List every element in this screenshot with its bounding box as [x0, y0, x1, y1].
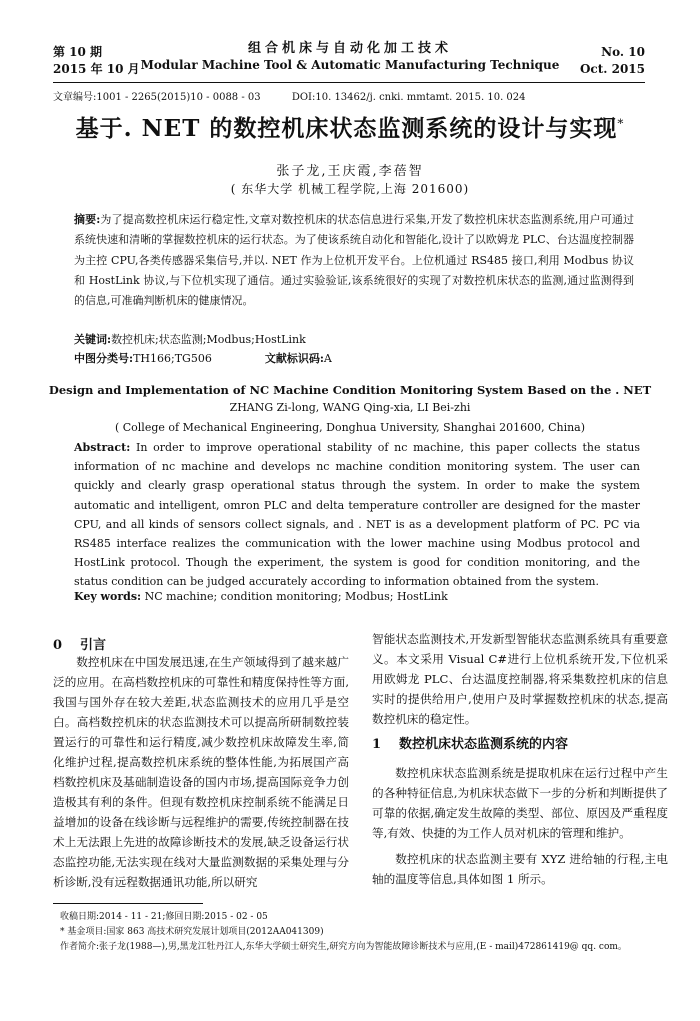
doi: DOI:10. 13462/j. cnki. mmtamt. 2015. 10. 024	[291, 92, 526, 103]
title-footnote-mark: *	[617, 116, 625, 131]
keywords-cn	[74, 330, 634, 349]
abstract-en-text: In order to improve operational stability of nc machine, this paper collects the status information of nc machine and develops nc machine condition monitoring system. The user can quickly and clearly grasp operational status through the system. In order to make the system automatic and intelligent, omron PLC and delta temperature controller are designed for the master CPU, and all kinds of sensors collect signals, and . NET is as a development platform of PC. PC via RS485 interface realizes the communication with the lower machine using Modbus protocol and HostLink protocol. Though the experiment, the system is good for condition monitoring, and the status condition can be judged accurately according to information obtained from the system.	[74, 441, 640, 589]
header-rule	[53, 82, 645, 83]
english-title: Design and Implementation of NC Machine Condition Monitoring System Based on the . NET	[48, 383, 652, 397]
section-0-title: 引言	[80, 638, 107, 653]
keywords-cn-text: 数控机床;状态监测;Modbus;HostLink	[111, 333, 306, 346]
clc-text: TH166;TG506	[133, 352, 212, 365]
doc-code-label: 文献标识码:	[264, 352, 324, 365]
section-0-paragraph-1-continued: 智能状态监测技术,开发新型智能状态监测系统具有重要意义。本文采用 Visual C#进行上位机系统开发,下位机采用欧姆龙 PLC、台达温度控制器,将采集数控机床的信息实时的提供给用户,使用户及时掌握数控机床的状态,提高数控机床的稳定性。	[372, 632, 668, 726]
running-header-right	[580, 44, 645, 78]
journal-name-cn: 组合机床与自动化加工技术	[247, 41, 452, 56]
english-authors: ZHANG Zi-long, WANG Qing-xia, LI Bei-zhi	[229, 401, 471, 414]
keywords-en	[74, 590, 640, 603]
footnote-author: 作者简介:张子龙(1988—),男,黑龙江牡丹江人,东华大学硕士研究生,研究方向为智能故障诊断技术与应用,(E - mail)472861419@ qq. com。	[60, 942, 627, 952]
abstract-cn-label: 摘要:	[74, 213, 101, 226]
issue-number-cn: 第 10 期	[53, 45, 103, 59]
section-1-paragraph-2: 数控机床的状态监测主要有 XYZ 进给轴的行程,主电轴的温度等信息,具体如图 1 所示。	[372, 852, 668, 886]
body-column-left	[53, 652, 349, 892]
section-0-number: 0	[53, 638, 63, 653]
journal-name-en: Modular Machine Tool & Automatic Manufacturing Technique	[140, 58, 560, 72]
classification	[74, 349, 634, 368]
english-affiliation: ( College of Mechanical Engineering, Donghua University, Shanghai 201600, China)	[114, 421, 586, 434]
affiliation: ( 东华大学 机械工程学院,上海 201600)	[230, 182, 470, 196]
clc-label: 中图分类号:	[74, 352, 134, 365]
footnote-rule	[53, 903, 203, 904]
footnote-fund: * 基金项目:国家 863 高技术研究发展计划项目(2012AA041309)	[60, 927, 324, 937]
article-meta	[53, 88, 526, 103]
section-1-title: 数控机床状态监测系统的内容	[399, 737, 569, 752]
section-0-paragraph-1: 数控机床在中国发展迅速,在生产领域得到了越来越广泛的应用。在高档数控机床的可靠性和精度保持性等方面,我国与国外存在较大差距,状态监测技术的应用几乎是空白。高档数控机床的状态监测技术可以提高所研制数控装置运行的可靠性和运行精度,减少数控机床故障发生率,简化维护过程,提高数控机床系统的整体性能,为拓展国产高档数控机床及基础制造设备的国内市场,提高国际竞争力创造极其有利的条件。但现有数控机床控制系统不能满足日益增加的设备在线诊断与远程维护的需要,传统控制器在技术上无法跟上先进的故障诊断技术的发展,缺乏设备运行状态监控功能,无法实现在线对大量监测数据的采集处理与分析诊断,没有远程数据通讯功能,所以研究	[53, 655, 349, 889]
issue-date-en: Oct. 2015	[579, 62, 645, 76]
keywords-en-text: NC machine; condition monitoring; Modbus; HostLink	[144, 590, 448, 603]
paper-title-text: 基于. NET 的数控机床状态监测系统的设计与实现	[75, 115, 618, 142]
keywords-cn-label: 关键词:	[74, 333, 112, 346]
keywords-en-label: Key words:	[74, 590, 142, 603]
abstract-en	[74, 438, 640, 592]
section-0-heading	[53, 634, 106, 653]
doc-code: A	[323, 352, 332, 365]
issue-number-en: No. 10	[601, 45, 645, 59]
body-column-right	[372, 629, 668, 889]
article-number: 文章编号:1001 - 2265(2015)10 - 0088 - 03	[53, 92, 261, 103]
abstract-cn	[74, 210, 634, 311]
section-1-number: 1	[372, 737, 382, 752]
running-header-center	[140, 40, 560, 74]
keywords-cn-block	[74, 330, 634, 368]
paper-title	[40, 110, 660, 143]
section-1-paragraph-1: 数控机床状态监测系统是提取机床在运行过程中产生的各种特征信息,为机床状态做下一步的分析和判断提供了可靠的依据,确定发生故障的类型、部位、原因及严重程度等,有效、快捷的为工作人员对机床的管理和维护。	[372, 766, 668, 840]
abstract-en-label: Abstract:	[74, 441, 131, 454]
section-1-heading	[372, 733, 668, 757]
running-header-left	[53, 44, 140, 78]
author-list: 张子龙,王庆霞,李蓓智	[276, 164, 424, 179]
abstract-cn-text: 为了提高数控机床运行稳定性,文章对数控机床的状态信息进行采集,开发了数控机床状态监测系统,用户可通过系统快速和清晰的掌握数控机床的运行状态。为了使该系统自动化和智能化,设计了以欧姆龙 PLC、台达温度控制器为主控 CPU,各类传感器采集信号,并以. NET 作为上位机开发平台。上位机通过 RS485 接口,利用 Modbus 协议和 HostLink 协议,与下位机实现了通信。通过实验验证,该系统很好的实现了对数控机床状态的监测,通过监测得到的信息,可准确判断机床的健康情况。	[74, 213, 634, 308]
issue-date-cn: 2015 年 10 月	[53, 62, 140, 76]
footnote-received: 收稿日期:2014 - 11 - 21;修回日期:2015 - 02 - 05	[60, 912, 268, 922]
